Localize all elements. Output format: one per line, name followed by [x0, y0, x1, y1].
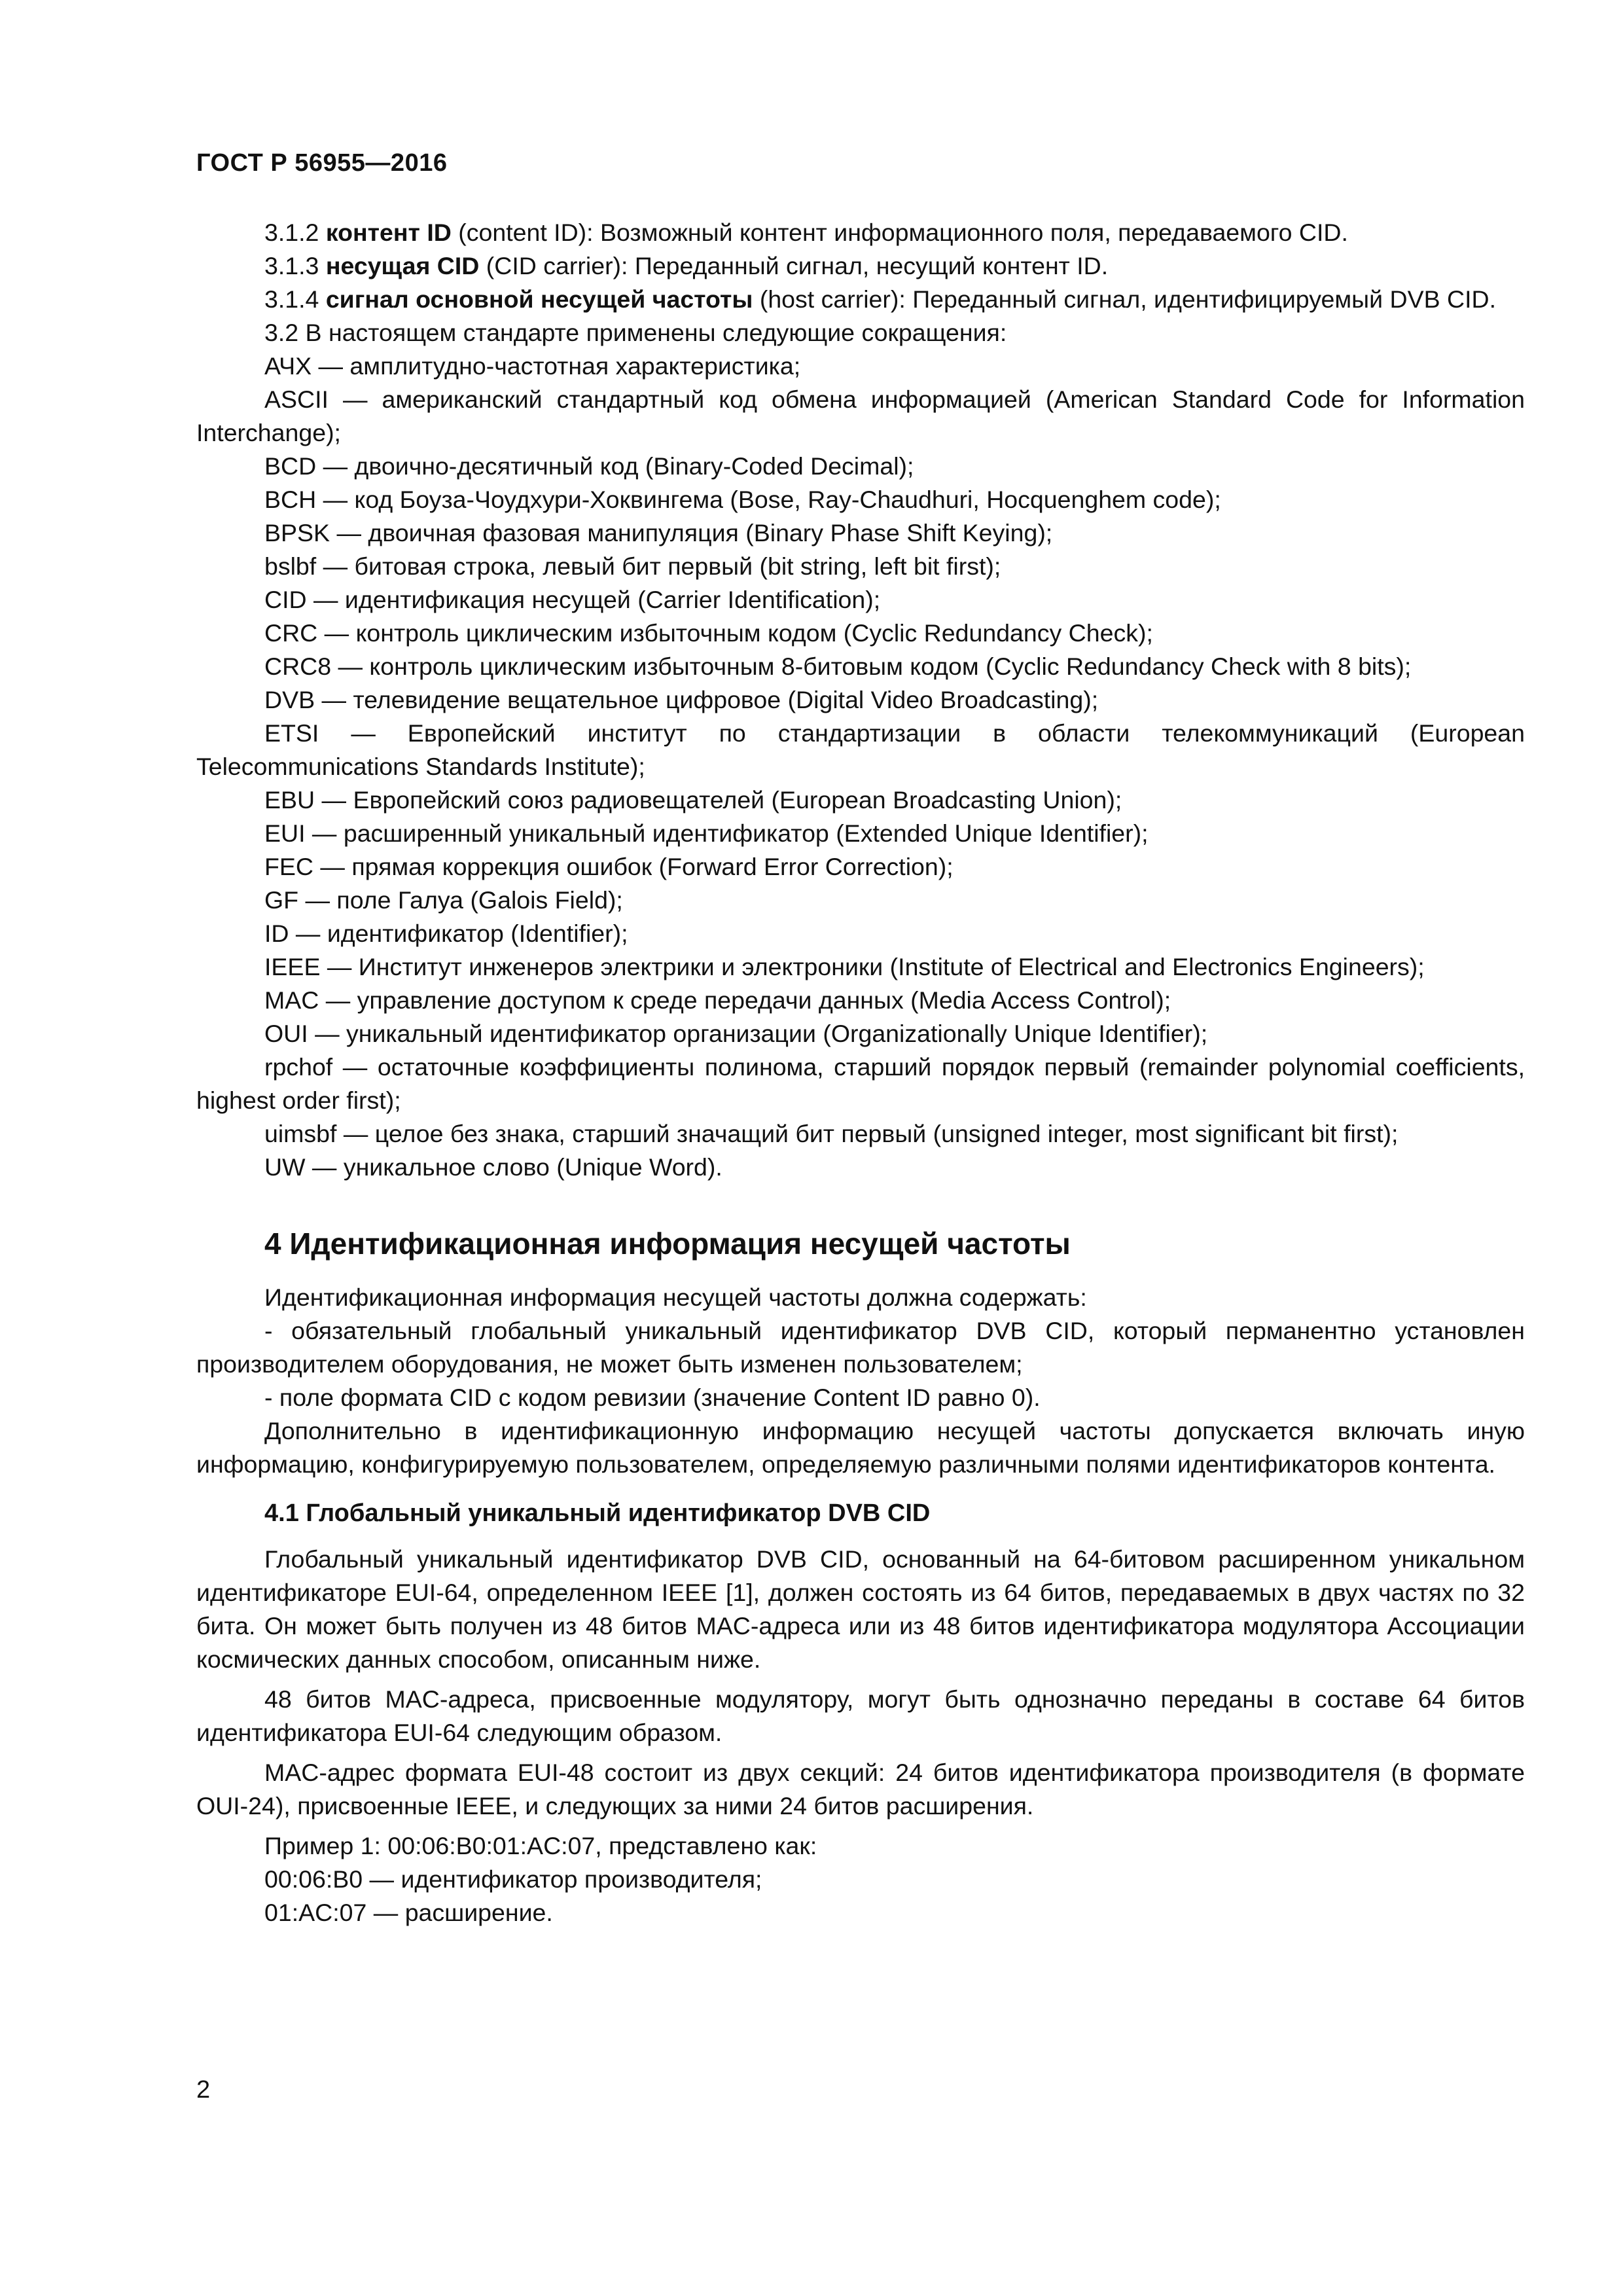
example-1 [196, 1829, 1525, 1863]
document-content [196, 216, 1525, 1929]
example-line: 01:AC:07 — расширение. [264, 1899, 553, 1926]
abbreviation-item: FEC — прямая коррекция ошибок (Forward Error Correction); [264, 853, 954, 880]
abbreviation-item: CRC8 — контроль циклическим избыточным 8-битовым кодом (Cyclic Redundancy Check with 8 bits); [264, 653, 1412, 680]
definition-number: 3.1.2 [264, 219, 319, 246]
definition-3-1-4 [196, 283, 1525, 316]
page-number: 2 [196, 2076, 211, 2104]
abbreviation-item: DVB — телевидение вещательное цифровое (Digital Video Broadcasting); [264, 686, 1099, 713]
section-4-paragraph: - поле формата CID с кодом ревизии (значение Content ID равно 0). [264, 1384, 1041, 1411]
abbreviation-item: UW — уникальное слово (Unique Word). [264, 1153, 722, 1181]
abbreviation-item: IEEE — Институт инженеров электрики и электроники (Institute of Electrical and Electronics Engineers); [264, 953, 1425, 980]
definition-number: 3.1.4 [264, 285, 319, 313]
definition-text: (CID carrier): Переданный сигнал, несущий контент ID. [479, 252, 1109, 279]
definition-3-1-2 [196, 216, 1525, 249]
abbreviations-list [196, 350, 1525, 1184]
section-4-paragraph: Дополнительно в идентификационную информацию несущей частоты допускается включать иную информацию, конфигурируемую пользователем, определяемую различными полями идентификаторов контента. [196, 1417, 1525, 1478]
abbreviation-item: uimsbf — целое без знака, старший значащий бит первый (unsigned integer, most significant bit first); [264, 1120, 1399, 1147]
abbreviation-item: ETSI — Европейский институт по стандартизации в области телекоммуникаций (European Telecommunications Standards Institute); [196, 719, 1525, 780]
section-4-1-paragraph: MAC-адрес формата EUI-48 состоит из двух секций: 24 битов идентификатора производителя (в формате OUI-24), присвоенные IEEE, и следующих за ними 24 битов расширения. [196, 1759, 1525, 1820]
abbreviation-item: EBU — Европейский союз радиовещателей (European Broadcasting Union); [264, 786, 1122, 814]
section-4-1-heading: 4.1 Глобальный уникальный идентификатор DVB CID [264, 1499, 931, 1527]
abbreviation-item: GF — поле Галуа (Galois Field); [264, 886, 623, 914]
definition-number: 3.1.3 [264, 252, 319, 279]
definition-3-1-3 [196, 249, 1525, 283]
definition-term: контент ID [325, 219, 452, 246]
abbreviation-item: CID — идентификация несущей (Carrier Identification); [264, 586, 881, 613]
example-value: 00:06:B0:01:AC:07, представлено как: [387, 1832, 817, 1859]
section-4-1-paragraph: Глобальный уникальный идентификатор DVB CID, основанный на 64-битовом расширенном уникальном идентификаторе EUI-64, определенном IEEE [1], должен состоять из 64 битов, передаваемых в двух частях по 32 бита. Он может быть получен из 48 битов MAC-адреса или из 48 битов идентификатора модулятора Ассоциации космических данных способом, описанным ниже. [196, 1545, 1525, 1673]
abbreviation-item: EUI — расширенный уникальный идентификатор (Extended Unique Identifier); [264, 819, 1149, 847]
abbreviations-intro: 3.2 В настоящем стандарте применены следующие сокращения: [264, 319, 1007, 346]
definition-term: сигнал основной несущей частоты [325, 285, 753, 313]
document-page [196, 0, 1525, 2296]
section-4-paragraph: - обязательный глобальный уникальный идентификатор DVB CID, который перманентно установлен производителем оборудования, не может быть изменен пользователем; [196, 1317, 1525, 1378]
abbreviation-item: bslbf — битовая строка, левый бит первый (bit string, left bit first); [264, 552, 1001, 580]
abbreviation-item: BCH — код Боуза-Чоудхури-Хоквингема (Bose, Ray-Chaudhuri, Hocquenghem code); [264, 486, 1221, 513]
abbreviation-item: ASCII — американский стандартный код обмена информацией (American Standard Code for Information Interchange); [196, 386, 1525, 446]
abbreviation-item: OUI — уникальный идентификатор организации (Organizationally Unique Identifier); [264, 1020, 1208, 1047]
abbreviation-item: ID — идентификатор (Identifier); [264, 920, 628, 947]
abbreviation-item: BPSK — двоичная фазовая манипуляция (Binary Phase Shift Keying); [264, 519, 1053, 547]
example-line: 00:06:B0 — идентификатор производителя; [264, 1865, 762, 1893]
abbreviation-item: CRC — контроль циклическим избыточным кодом (Cyclic Redundancy Check); [264, 619, 1153, 647]
abbreviation-item: АЧХ — амплитудно-частотная характеристика; [264, 352, 801, 380]
definition-text: (host carrier): Переданный сигнал, идентифицируемый DVB CID. [753, 285, 1497, 313]
section-4-1-paragraph: 48 битов MAC-адреса, присвоенные модулятору, могут быть однозначно переданы в составе 64 битов идентификатора EUI-64 следующим образом. [196, 1685, 1525, 1746]
abbreviation-item: MAC — управление доступом к среде передачи данных (Media Access Control); [264, 986, 1171, 1014]
document-header: ГОСТ Р 56955—2016 [196, 149, 448, 177]
section-4-heading: 4 Идентификационная информация несущей частоты [264, 1227, 1071, 1261]
abbreviation-item: rpchof — остаточные коэффициенты полинома, старший порядок первый (remainder polynomial coefficients, highest order first); [196, 1053, 1525, 1114]
definition-term: несущая CID [325, 252, 480, 279]
abbreviation-item: BCD — двоично-десятичный код (Binary-Coded Decimal); [264, 452, 914, 480]
definition-text: (content ID): Возможный контент информационного поля, передаваемого CID. [451, 219, 1348, 246]
example-label: Пример 1: [264, 1832, 381, 1859]
section-4-paragraph: Идентификационная информация несущей частоты должна содержать: [264, 1283, 1087, 1311]
